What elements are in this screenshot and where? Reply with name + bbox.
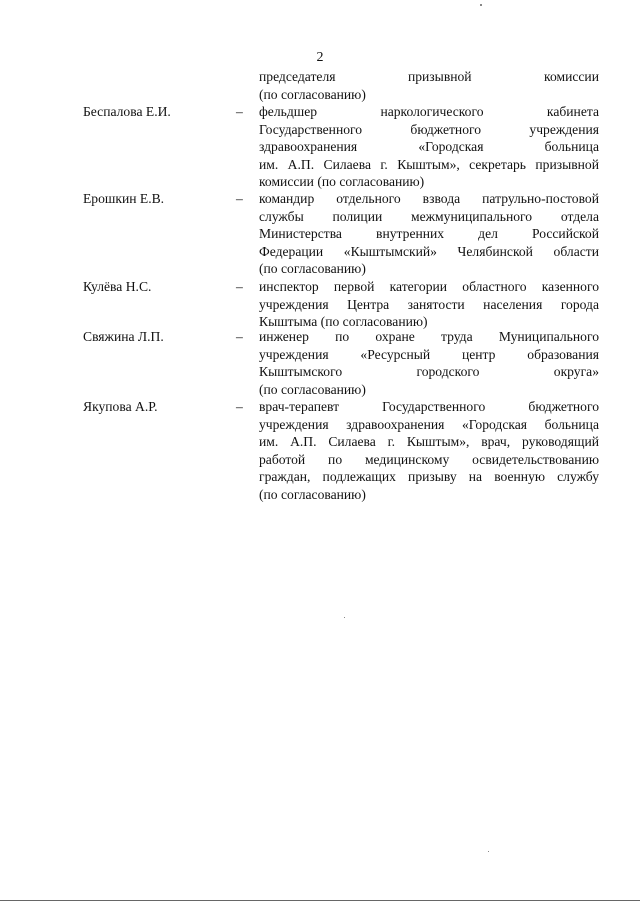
duty-line: (по согласованию) (259, 381, 366, 397)
member-duty (259, 278, 599, 331)
duty-line: учреждения здравоохранения «Городская больница (259, 416, 599, 432)
member-name: Якупова А.Р. (83, 399, 158, 414)
scan-edge-line (0, 900, 640, 901)
duty-line: здравоохранения «Городская больница (259, 139, 599, 154)
dash: – (236, 329, 243, 344)
duty-line: учреждения «Ресурсный центр образования (259, 346, 599, 362)
duty-line: инспектор первой категории областного казенного (259, 279, 599, 294)
duty-line: службы полиции межмуниципального отдела (259, 208, 599, 224)
duty-line: Федерации «Кыштымский» Челябинской области (259, 243, 599, 259)
duty-line: Кыштыма (по согласованию) (259, 314, 428, 329)
duty-line: (по согласованию) (259, 486, 366, 502)
scan-speck (488, 851, 489, 852)
dash: – (236, 399, 243, 414)
duty-line: (по согласованию) (259, 261, 366, 276)
duty-line: Государственного бюджетного учреждения (259, 121, 599, 137)
duty-line: граждан, подлежащих призыву на военную службу (259, 469, 599, 484)
duty-line: учреждения Центра занятости населения города (259, 296, 599, 312)
dash: – (236, 104, 243, 119)
continuation-line: (по согласованию) (259, 86, 366, 102)
member-duty (259, 328, 599, 398)
duty-line: врач-терапевт Государственного бюджетного (259, 399, 599, 414)
duty-line: инженер по охране труда Муниципального (259, 329, 599, 344)
member-name: Беспалова Е.И. (83, 104, 171, 119)
dash: – (236, 279, 243, 294)
member-name: Ерошкин Е.В. (83, 191, 165, 206)
member-duty (259, 103, 599, 191)
continuation-text (259, 68, 599, 103)
duty-line: им. А.П. Силаева г. Кыштым», секретарь призывной (259, 156, 599, 172)
scan-speck (344, 617, 345, 618)
duty-line: Кыштымского городского округа» (259, 364, 599, 379)
duty-line: Министерства внутренних дел Российской (259, 226, 599, 241)
duty-line: работой по медицинскому освидетельствованию (259, 451, 599, 467)
member-name: Кулёва Н.С. (83, 279, 152, 294)
page-number: 2 (316, 50, 324, 65)
duty-line: фельдшер наркологического кабинета (259, 104, 599, 119)
scan-speck (480, 4, 482, 6)
member-duty (259, 398, 599, 503)
member-duty (259, 190, 599, 278)
duty-line: комиссии (по согласованию) (259, 174, 425, 189)
duty-line: командир отдельного взвода патрульно-постовой (259, 191, 599, 206)
continuation-line: председателя призывной комиссии (259, 69, 599, 84)
member-name: Свяжина Л.П. (83, 329, 164, 344)
dash: – (236, 191, 243, 206)
duty-line: им. А.П. Силаева г. Кыштым», врач, руководящий (259, 434, 599, 449)
